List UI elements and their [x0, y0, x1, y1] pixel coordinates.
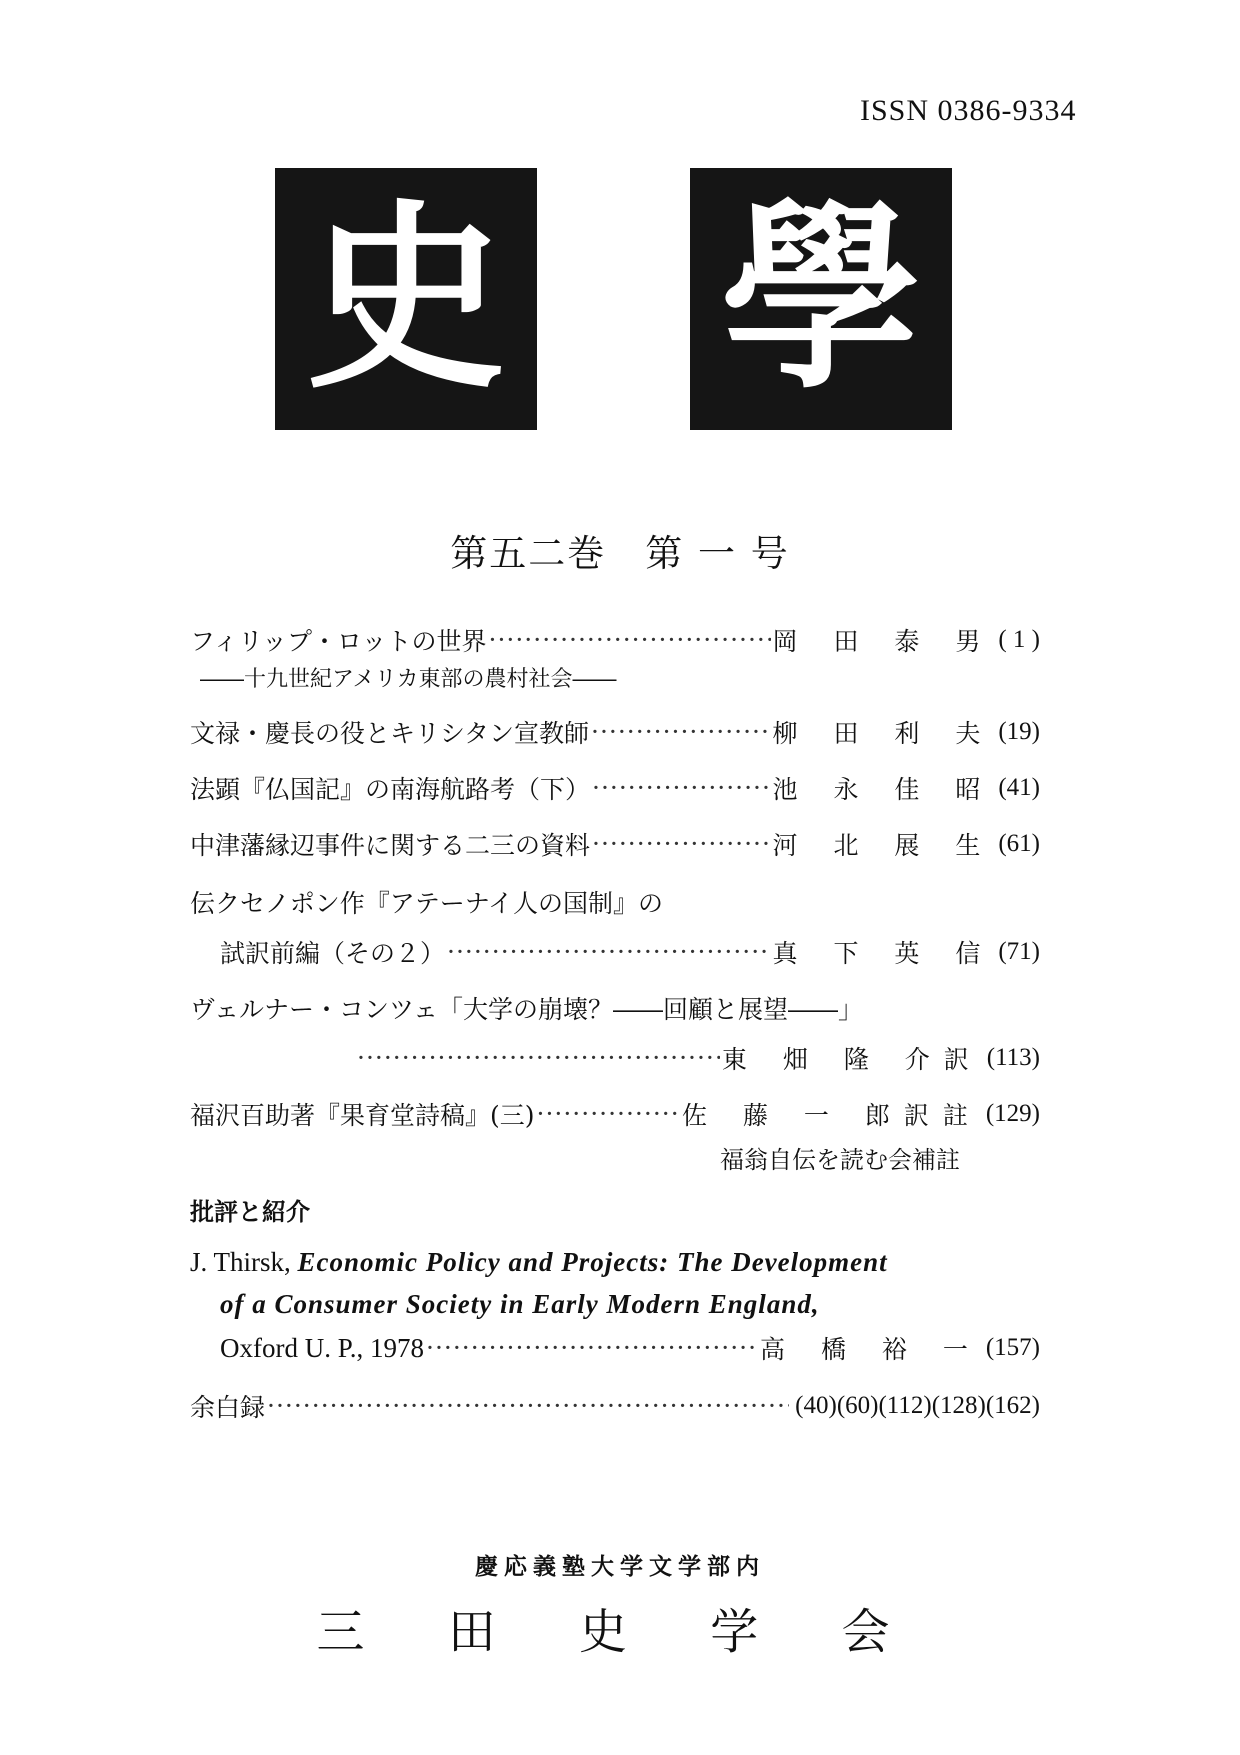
- toc-author: 岡 田 泰 男: [772, 627, 995, 656]
- toc-page: (113): [986, 1044, 1040, 1071]
- toc-page: (61): [998, 830, 1040, 857]
- toc-page: (129): [985, 1100, 1040, 1127]
- toc-page: (40)(60)(112)(128)(162): [795, 1392, 1040, 1419]
- journal-title-char-1-text: 史: [305, 181, 506, 416]
- toc-author: 池 永 佳 昭: [772, 775, 995, 804]
- reviews-heading: 批評と紹介: [190, 1197, 310, 1226]
- review-title-1: Economic Policy and Projects: The Development: [297, 1246, 888, 1277]
- toc-author: 東 畑 隆 介訳: [721, 1045, 983, 1074]
- review-author: J. Thirsk,: [190, 1246, 298, 1277]
- toc-entry[interactable]: [190, 1386, 1040, 1426]
- toc-entry[interactable]: [190, 768, 1040, 808]
- toc-author: 河 北 展 生: [772, 831, 995, 860]
- toc-page: (157): [985, 1334, 1040, 1361]
- toc-note: 福翁自伝を読む会補註: [720, 1146, 960, 1174]
- review-line-1[interactable]: [190, 1242, 1040, 1282]
- toc-title: 法顕『仏国記』の南海航路考（下）: [190, 775, 591, 804]
- review-publisher: Oxford U. P., 1978: [220, 1332, 425, 1363]
- publisher-affiliation: 慶応義塾大学文学部内: [475, 1553, 765, 1580]
- toc-title: ヴェルナー・コンツェ「大学の崩壊？――回顧と展望――」: [190, 995, 864, 1024]
- journal-title-char-2: [690, 168, 952, 430]
- toc-title: 文禄・慶長の役とキリシタン宣教師: [190, 719, 590, 748]
- toc-entry[interactable]: [190, 824, 1040, 864]
- toc-title: 福沢百助著『果育堂詩稿』(三): [190, 1101, 535, 1130]
- toc-title: 余白録: [190, 1393, 266, 1422]
- toc-entry[interactable]: [355, 1038, 1040, 1078]
- journal-title-char-1: [275, 168, 537, 430]
- toc-author: 高 橋 裕 一: [760, 1335, 982, 1364]
- toc-title: 試訳前編（その２）: [220, 939, 446, 968]
- toc-author: 真 下 英 信: [772, 939, 995, 968]
- publisher-name: 三 田 史 学 会: [316, 1604, 924, 1660]
- toc-title: 中津藩縁辺事件に関する二三の資料: [190, 831, 591, 860]
- toc-page: ( 1 ): [998, 626, 1040, 653]
- review-line-2[interactable]: [220, 1284, 1040, 1324]
- toc-entry[interactable]: [190, 620, 1040, 660]
- toc-page: (71): [998, 938, 1040, 965]
- issn-number: ISSN 0386-9334: [860, 94, 1077, 127]
- toc-author: 佐 藤 一 郎訳註: [682, 1101, 982, 1130]
- volume-number: 第五二巻 第 一 号: [450, 532, 790, 575]
- toc-entry[interactable]: [220, 932, 1040, 972]
- toc-page: (19): [998, 718, 1040, 745]
- toc-entry-line1[interactable]: [190, 882, 1040, 922]
- toc-entry[interactable]: [220, 1328, 1040, 1368]
- toc-author: 柳 田 利 夫: [772, 719, 995, 748]
- toc-entry[interactable]: [190, 1094, 1040, 1134]
- toc-title: 伝クセノポン作『アテーナイ人の国制』の: [190, 889, 664, 918]
- toc-page: (41): [998, 774, 1040, 801]
- toc-title: フィリップ・ロットの世界: [190, 627, 487, 656]
- journal-title-char-2-text: 學: [720, 181, 921, 416]
- toc-subtitle: ――十九世紀アメリカ東部の農村社会――: [200, 667, 617, 692]
- review-title-2: of a Consumer Society in Early Modern England,: [220, 1288, 820, 1319]
- toc-entry[interactable]: [190, 712, 1040, 752]
- toc-entry-line1[interactable]: [190, 988, 1040, 1028]
